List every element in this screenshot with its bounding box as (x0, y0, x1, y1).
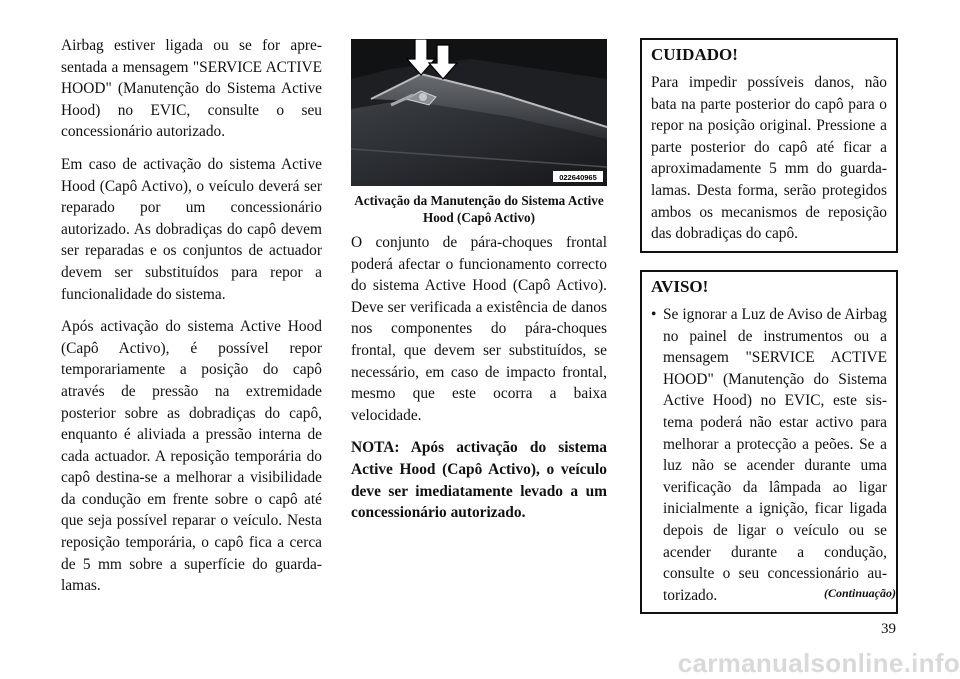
watermark: carmanualsonline.info (677, 648, 960, 678)
warning-title: AVISO! (651, 277, 709, 296)
page-number: 39 (881, 621, 896, 637)
caution-text: Para impedir possíveis danos, não bata na parte posterior do capô para o repor na posição original. Pressione a parte posterior do capô até ficar a aproximadamente 5 mm do guarda-lamas. Desta forma, serão protegidos ambos os mecanismos de reposição das dobradiças do capô. (651, 74, 887, 243)
left-column (61, 35, 322, 608)
figure-caption: Activação da Manutenção do Sistema Active Hood (Capô Activo) (354, 193, 604, 225)
paragraph-airbag-continuation: Airbag estiver ligada ou se for apresentada a mensagem "SERVICE ACTIVE HOOD" (Manutenção do Sistema Active Hood) no EVIC, consulte o seu concessionário autorizado. (61, 37, 322, 141)
hood-illustration (351, 39, 607, 186)
continuation-label: (Continuação) (823, 586, 896, 600)
paragraph-activation-repair: Em caso de activação do sistema Active Hood (Capô Activo), o veículo deverá ser reparado por um concessionário autorizado. As dobradiças do capô devem ser reparadas e os conjuntos de actuador devem ser substituídos para repor a funcionalidade do sistema. (61, 155, 322, 303)
caution-title: CUIDADO! (651, 45, 738, 64)
warning-box (640, 270, 898, 614)
warning-text: Se ignorar a Luz de Aviso de Airbag no painel de instrumentos ou a mensagem "SERVICE ACTIVE HOOD" (Manutenção do Sistema Active Hood) no EVIC, este sistema poderá não estar activo para melhorar a protecção a peões. Se a luz não se acender durante uma verificação da lâmpada ao ligar inicialmente a ignição, ficar ligada depois de ligar o veículo ou se acender durante a condução, consulte o seu concessionário autorizado. (663, 306, 887, 604)
active-hood-figure (351, 39, 607, 186)
figure-code: 022640965 (559, 173, 597, 182)
middle-column (351, 232, 607, 535)
bullet-icon: • (651, 306, 657, 323)
note-dealer: NOTA: Após activação do sistema Active Hood (Capô Activo), o veículo deve ser imediatamente levado a um concessionário autorizado. (351, 439, 607, 522)
warning-bullet-item (651, 304, 887, 606)
paragraph-temporary-reset: Após activação do sistema Active Hood (Capô Activo), é possível repor temporariamente a posição do capô através de pressão na extremidade posterior sobre as dobradiças do capô, enquanto é aliviada a pressão interna de cada actuador. A reposição temporária do capô destina-se a melhorar a visibilidade da condução em frente sobre o capô até que seja possível reparar o veículo. Nesta reposição temporária, o capô fica a cerca de 5 mm sobre a superfície do guarda-lamas. (61, 318, 322, 595)
paragraph-bumper: O conjunto de pára-choques frontal poderá afectar o funcionamento correcto do sistema Active Hood (Capô Activo). Deve ser verificada a existência de danos nos componentes do pára-choques frontal, que devem ser substituídos, se necessário, em caso de impacto frontal, mesmo que este ocorra a baixa velocidade. (351, 234, 607, 424)
caution-box (640, 38, 898, 253)
